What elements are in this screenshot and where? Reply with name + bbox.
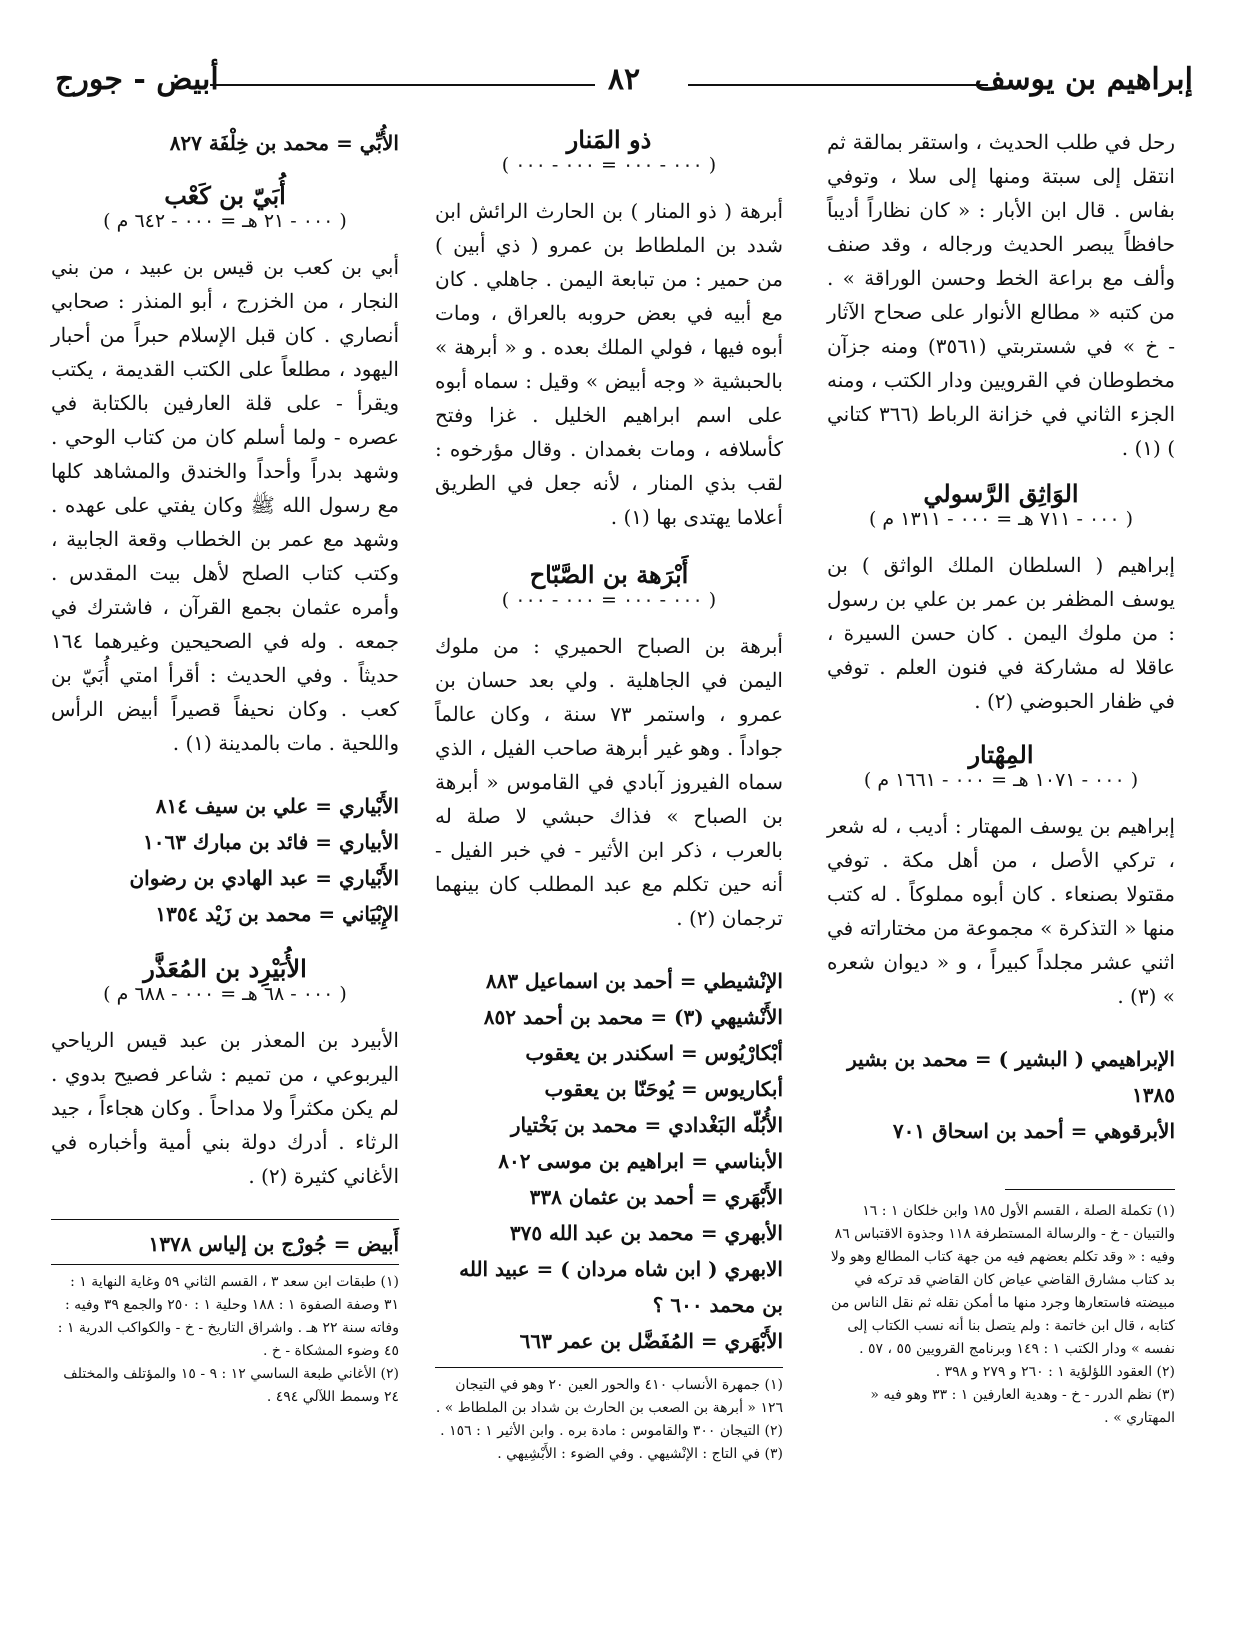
header-left-title: أبيض - جورج xyxy=(55,62,219,97)
footnote: (٢) العقود اللؤلؤية ١ : ٢٦٠ و ٢٧٩ و ٣٩٨ . xyxy=(935,1364,1175,1380)
column-left xyxy=(51,125,399,1409)
cross-reference: الأبناسي = ابراهيم بن موسى ٨٠٢ xyxy=(498,1149,783,1173)
cross-reference: الأبياري = فائد بن مبارك ١٠٦٣ xyxy=(142,830,399,854)
footnote: (١) جمهرة الأنساب ٤١٠ والحور العين ٢٠ وهو في التيجان ١٢٦ « أبرهة بن الصعب بن الحارث بن شداد بن الملطاط » . xyxy=(435,1377,783,1416)
entry-dates-mihtar: ( ٠٠٠ - ١٠٧١ هـ = ٠٠٠ - ١٦٦١ م ) xyxy=(863,769,1139,791)
entry-continuation-text: رحل في طلب الحديث ، واستقر بمالقة ثم انتقل إلى سبتة ومنها إلى سلا ، وتوفي بفاس . قال ابن الأبار : « كان نظاراً أديباً حافظاً يبصر الحديث ورجاله ، وقد صنف وألف مع براعة الخط وحسن الوراقة » . من كتبه « مطالع الأنوار على صحاح الآثار - خ » في شستربتي (٣٥٦١) ومنه جزآن مخطوطان في القرويين ودار الكتب ، ومنه الجزء الثاني في خزانة الرباط (٣٦٦ كتاني ) (١) . xyxy=(827,130,1176,460)
divider xyxy=(51,1219,399,1220)
footnotes xyxy=(827,1200,1175,1430)
entry-text-ubayrid: الأبيرد بن المعذر بن عبد قيس الرياحي اليربوعي ، من تميم : شاعر فصيح بدوي . لم يكن مكثراً ولا مداحاً . وكان هجاءاً ، جيد الرثاء . أدرك دولة بني أمية وأخباره في الأغاني كثيرة (٢) . xyxy=(51,1028,399,1188)
cross-reference: الإِبْيَاني = محمد بن زَيْد ١٣٥٤ xyxy=(155,902,399,926)
entry-title-abraha-sabbah: أَبْرَهة بن الصَّبّاح xyxy=(529,560,689,589)
footnote: (٣) نظم الدرر - خ - وهدية العارفين ١ : ٣٣ وهو فيه « المهتاري » . xyxy=(870,1387,1175,1426)
entry-dates-abraha-sabbah: ( ٠٠٠ - ٠٠٠ = ٠٠٠ - ٠٠٠ ) xyxy=(501,589,717,611)
cross-reference-list xyxy=(435,963,783,1359)
header-rule-left xyxy=(210,84,595,86)
footnote: (١) تكملة الصلة ، القسم الأول ١٨٥ وابن خلكان ١ : ١٦ والتبيان - خ - والرسالة المستطرفة ١١٨ وجذوة الاقتباس ٨٦ وفيه : « وقد تكلم بعضهم فيه من جهة كتاب المطالع وهو ولا بد كتاب مشارق القاضي عياض كان القاضي قد تركه في مبيضته فاستعارها وجرد منها ما أمكن نقله ثم نقل الناس من كتابه ، قال ابن خاتمة : ولم يتصل بنا أنه نسب الكتاب إلى نفسه » ودار الكتب ١ : ١٤٩ وبرنامج القرويين ٥٥ ، ٥٧ . xyxy=(830,1203,1175,1357)
cross-reference: أبكاريوس = يُوحَنّا بن يعقوب xyxy=(544,1077,783,1101)
footnotes xyxy=(51,1271,399,1409)
column-middle xyxy=(435,125,783,1466)
cross-reference: الإبراهيمي ( البشير ) = محمد بن بشير ١٣٨٥ xyxy=(847,1047,1175,1107)
footnote-rule xyxy=(1005,1189,1175,1190)
entry-text-abraha-sabbah: أبرهة بن الصباح الحميري : من ملوك اليمن في الجاهلية . ولي بعد حسان بن عمرو ، واستمر ٧٣ سنة ، وكان عالماً جواداً . وهو غير أبرهة صاحب الفيل ، الذي سماه الفيروز آبادي في القاموس « أبرهة بن الصباح » فذاك حبشي لا صلة له بالعرب ، ذكر ابن الأثير - في خبر الفيل - أنه حين تكلم مع عبد المطلب كان بينهما ترجمان (٢) . xyxy=(435,634,784,930)
entry-dates-dhu-al-manar: ( ٠٠٠ - ٠٠٠ = ٠٠٠ - ٠٠٠ ) xyxy=(501,154,717,176)
page-number: ٨٢ xyxy=(607,62,641,97)
footnote-rule xyxy=(435,1367,783,1368)
entry-dates-ubayy: ( ٠٠٠ - ٢١ هـ = ٠٠٠ - ٦٤٢ م ) xyxy=(103,210,347,232)
entry-text-mihtar: إبراهيم بن يوسف المهتار : أديب ، له شعر ، تركي الأصل ، من أهل مكة . توفي مقتولا بصنعاء . كان أبوه مملوكاً . له كتب منها « التذكرة » مجموعة من مختاراته في اثني عشر مجلداً كبيراً ، و « ديوان شعره » (٣) . xyxy=(827,814,1175,1008)
cross-reference: الأَبْهَري = المُفَضَّل بن عمر ٦٦٣ xyxy=(519,1329,783,1353)
header-right-title: إبراهيم بن يوسف xyxy=(974,62,1193,97)
cross-reference: الأُبُلّه البَغْدادي = محمد بن بَخْتيار xyxy=(510,1113,783,1137)
cross-reference: الأَبْياري = علي بن سيف ٨١٤ xyxy=(155,794,399,818)
cross-reference: أَبيض = جُورْج بن إلياس ١٣٧٨ xyxy=(148,1232,399,1256)
cross-reference: الأبرقوهي = أحمد بن اسحاق ٧٠١ xyxy=(892,1119,1175,1143)
header-rule-right xyxy=(688,84,988,86)
footnote-rule xyxy=(51,1264,399,1265)
entry-text-ubayy: أبي بن كعب بن قيس بن عبيد ، من بني النجار ، من الخزرج ، أبو المنذر : صحابي أنصاري . كان قبل الإسلام حبراً من أحبار اليهود ، مطلعاً على الكتب القديمة ، يكتب ويقرأ - على قلة العارفين بالكتابة في عصره - ولما أسلم كان من كتاب الوحي . وشهد بدراً وأحداً والخندق والمشاهد كلها مع رسول الله ﷺ وكان يفتي على عهده . وشهد مع عمر بن الخطاب وقعة الجابية ، وكتب كتاب الصلح لأهل بيت المقدس . وأمره عثمان بجمع القرآن ، فاشترك في جمعه . وله في الصحيحين وغيرهما ١٦٤ حديثاً . وفي الحديث : أقرأ امتي أُبَيّ بن كعب . وكان نحيفاً قصيراً أبيض الرأس واللحية . مات بالمدينة (١) . xyxy=(51,255,399,755)
entry-title-dhu-al-manar: ذو المَنار xyxy=(566,125,652,154)
entry-text-wathiq: إبراهيم ( السلطان الملك الواثق ) بن يوسف المظفر بن عمر بن علي بن رسول : من ملوك اليمن . كان حسن السيرة ، عاقلا له مشاركة في فنون العلم . توفي في ظفار الحبوضي (٢) . xyxy=(827,553,1175,713)
footnotes xyxy=(435,1374,783,1466)
cross-reference: الأُبِّي = محمد بن خِلْفَة ٨٢٧ xyxy=(169,131,399,155)
footnote: (٢) التيجان ٣٠٠ والقاموس : مادة بره . وابن الأثير ١ : ١٥٦ . xyxy=(440,1423,783,1439)
cross-reference: الأَبْهَري = أحمد بن عثمان ٣٣٨ xyxy=(529,1185,783,1209)
running-header xyxy=(55,62,1193,106)
footnote: (١) طبقات ابن سعد ٣ ، القسم الثاني ٥٩ وغاية النهاية ١ : ٣١ وصفة الصفوة ١ : ١٨٨ وحلية ١ : ٢٥٠ والجمع ٣٩ وفيه : وفاته سنة ٢٢ هـ . واشراق التاريخ - خ - والكواكب الدرية ١ : ٤٥ وضوء المشكاة - خ . xyxy=(57,1274,399,1359)
entry-title-wathiq: الوَاثِق الرَّسولي xyxy=(923,479,1079,508)
footnote: (٢) الأغاني طبعة الساسي ١٢ : ٩ - ١٥ والمؤتلف والمختلف ٢٤ وسمط اللآلي ٤٩٤ . xyxy=(63,1366,399,1405)
cross-reference: الابهري ( ابن شاه مردان ) = عبيد الله بن محمد ٦٠٠ ؟ xyxy=(459,1257,783,1317)
cross-reference: الأبهري = محمد بن عبد الله ٣٧٥ xyxy=(509,1221,783,1245)
cross-reference-list xyxy=(51,788,399,932)
cross-reference: الأَبْياري = عبد الهادي بن رضوان xyxy=(129,866,399,890)
cross-reference: أبْكارْيُوس = اسكندر بن يعقوب xyxy=(525,1041,783,1065)
cross-reference: الأَنْشيهي (٣) = محمد بن أحمد ٨٥٢ xyxy=(483,1005,783,1029)
entry-text-dhu-al-manar: أبرهة ( ذو المنار ) بن الحارث الرائش ابن شدد بن الملطاط بن عمرو ( ذي أبين ) من حمير : من تبابعة اليمن . جاهلي . كان مع أبيه في بعض حروبه بالعراق ، ومات أبوه فيها ، فولي الملك بعده . و « أبرهة » بالحبشية « وجه أبيض » وقيل : سماه أبوه على اسم ابراهيم الخليل . غزا وفتح كأسلافه ، ومات بغمدان . وقال مؤرخوه : لقب بذي المنار ، لأنه جعل في الطريق أعلاما يهتدى بها (١) . xyxy=(435,199,783,529)
entry-title-ubayy: أُبَيّ بن كَعْب xyxy=(164,181,286,210)
entry-title-ubayrid: الأُبَيْرِد بن المُعَذَّر xyxy=(143,954,307,983)
entry-dates-wathiq: ( ٠٠٠ - ٧١١ هـ = ٠٠٠ - ١٣١١ م ) xyxy=(868,508,1134,530)
entry-dates-ubayrid: ( ٠٠٠ - ٦٨ هـ = ٠٠٠ - ٦٨٨ م ) xyxy=(103,983,347,1005)
footnote: (٣) في التاج : الإنْشيهي . وفي الضوء : الأَبْشِيهي . xyxy=(497,1446,783,1462)
entry-title-mihtar: المِهْتار xyxy=(968,740,1034,769)
column-right xyxy=(827,125,1175,1430)
cross-reference: الإنْشيطي = أحمد بن اسماعيل ٨٨٣ xyxy=(485,969,783,993)
